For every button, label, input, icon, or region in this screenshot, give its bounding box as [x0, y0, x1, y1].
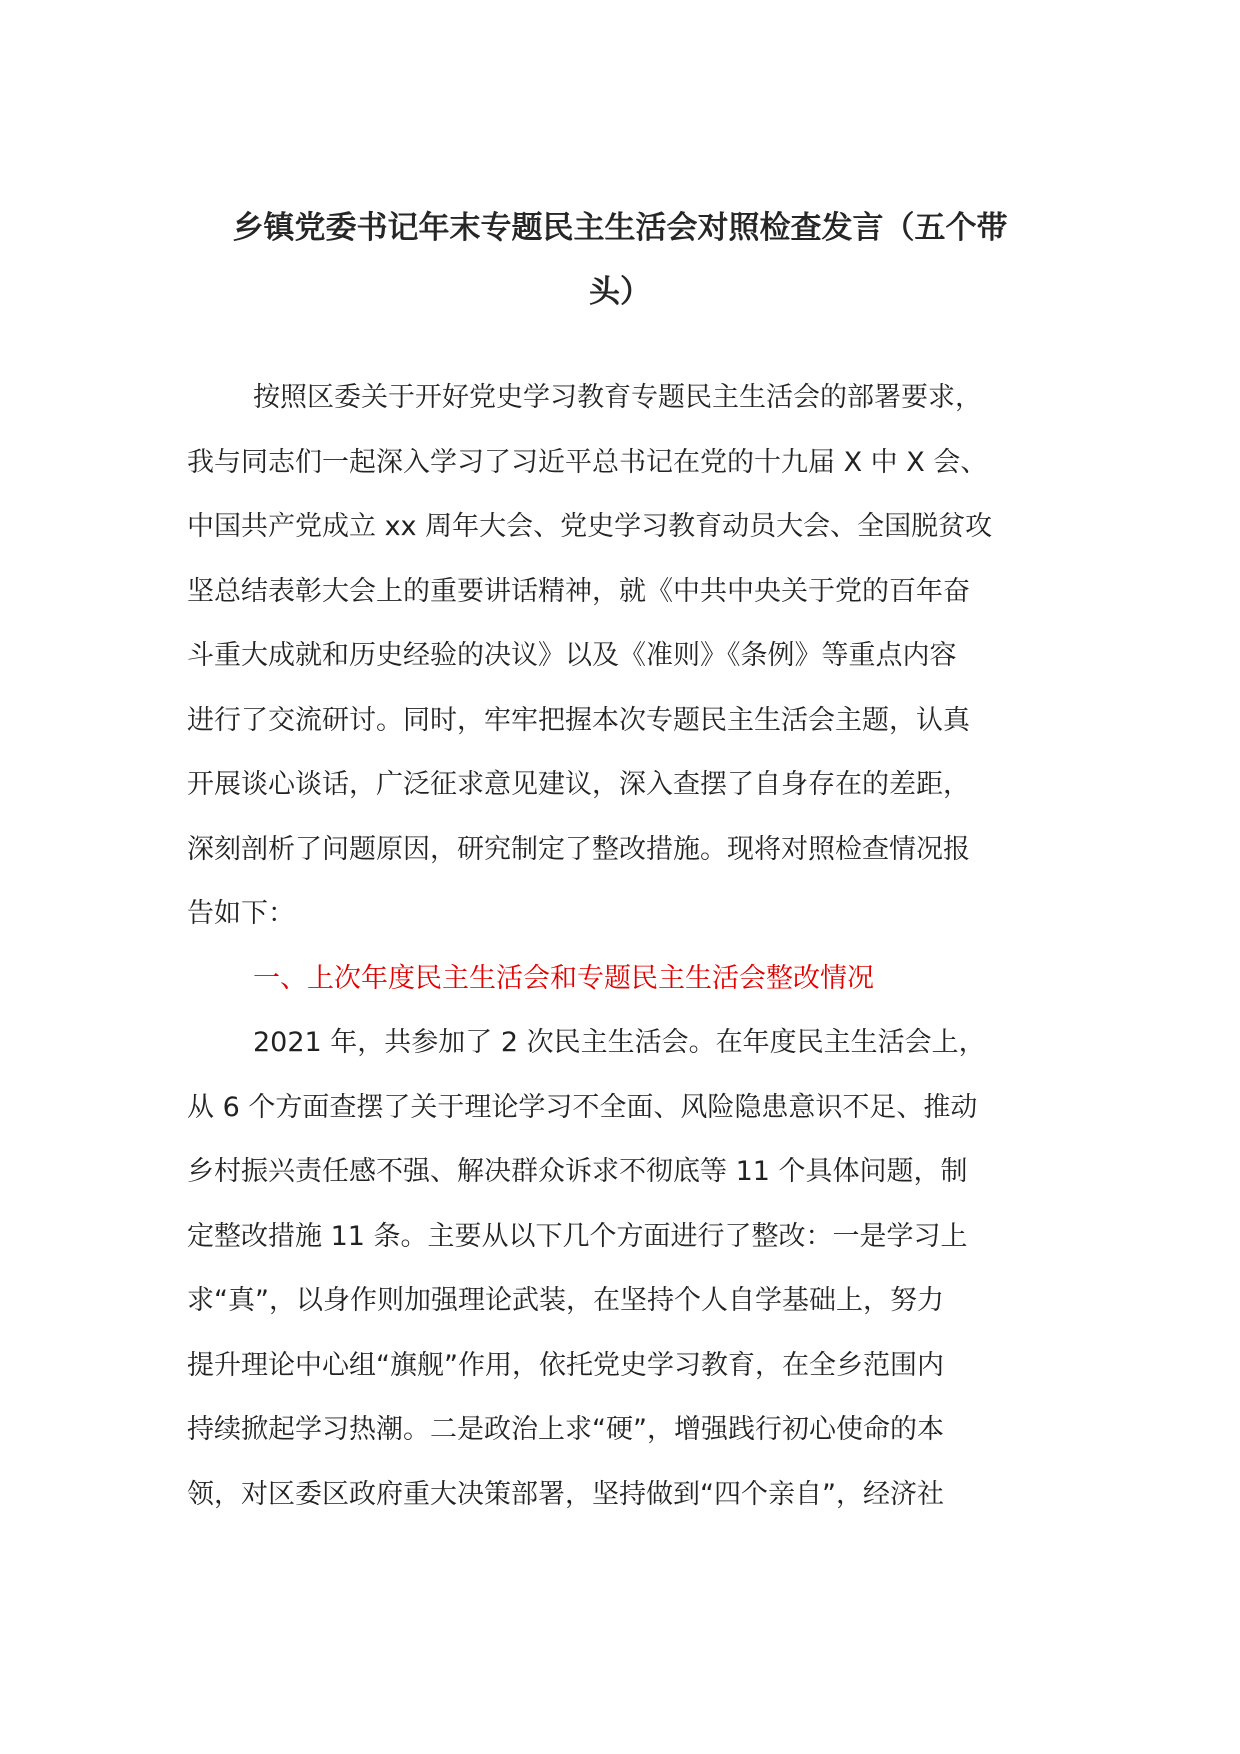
paragraph-line: 乡村振兴责任感不强、解决群众诉求不彻底等 11 个具体问题，制 [187, 1156, 968, 1187]
paragraph-line: 深刻剖析了问题原因，研究制定了整改措施。现将对照检查情况报 [187, 833, 970, 865]
paragraph-line: 坚总结表彰大会上的重要讲话精神，就《中共中央关于党的百年奋 [187, 575, 970, 607]
title-line: 头） [589, 274, 651, 310]
paragraph-intro [187, 366, 1067, 947]
section-heading: 一、上次年度民主生活会和专题民主生活会整改情况 [253, 962, 874, 994]
paragraph-line: 提升理论中心组“旗舰”作用，依托党史学习教育，在全乡范围内 [187, 1349, 944, 1381]
document-title [190, 196, 1050, 324]
paragraph-line: 2021 年，共参加了 2 次民主生活会。在年度民主生活会上， [253, 1027, 986, 1058]
paragraph-line: 告如下： [187, 898, 295, 929]
paragraph-line: 按照区委关于开好党史学习教育专题民主生活会的部署要求， [253, 382, 982, 413]
paragraph-line: 斗重大成就和历史经验的决议》以及《准则》《条例》等重点内容 [187, 640, 957, 671]
paragraph-line: 定整改措施 11 条。主要从以下几个方面进行了整改：一是学习上 [187, 1220, 968, 1252]
paragraph-line: 求“真”，以身作则加强理论武装，在坚持个人自学基础上，努力 [187, 1285, 944, 1316]
paragraph-line: 持续掀起学习热潮。二是政治上求“硬”，增强践行初心使命的本 [187, 1414, 944, 1445]
paragraph-line: 领，对区委区政府重大决策部署，坚持做到“四个亲自”，经济社 [187, 1478, 944, 1510]
title-line: 乡镇党委书记年末专题民主生活会对照检查发言（五个带 [232, 210, 1008, 246]
paragraph-line: 我与同志们一起深入学习了习近平总书记在党的十九届 X 中 X 会、 [187, 446, 988, 478]
paragraph-line: 开展谈心谈话，广泛征求意见建议，深入查摆了自身存在的差距， [187, 769, 970, 800]
paragraph-line: 中国共产党成立 xx 周年大会、党史学习教育动员大会、全国脱贫攻 [187, 511, 993, 542]
document-body [187, 366, 1067, 1527]
paragraph-line: 从 6 个方面查摆了关于理论学习不全面、风险隐患意识不足、推动 [187, 1091, 978, 1123]
paragraph-rectification [187, 1011, 1067, 1527]
paragraph-line: 进行了交流研讨。同时，牢牢把握本次专题民主生活会主题，认真 [187, 704, 970, 736]
